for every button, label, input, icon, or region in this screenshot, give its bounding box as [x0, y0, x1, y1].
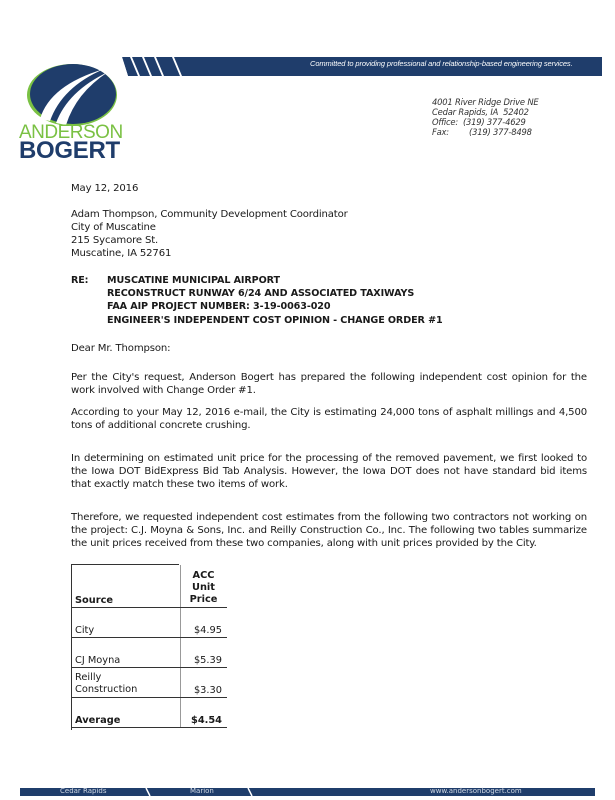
address-fax	[432, 127, 538, 137]
fax-label: Fax:	[432, 127, 449, 137]
average-price: $4.54	[181, 698, 228, 728]
body-paragraph: Therefore, we requested independent cost estimates from the following two contractors not working on the project: C.J. Moyna & Sons, Inc. and Reilly Construction Co., Inc. The following two tables summarize the unit prices received from these two companies, along with unit prices provided by the City.	[71, 512, 587, 549]
body-paragraph: Per the City's request, Anderson Bogert has prepared the following independent cost opinion for the work involved with Change Order #1.	[71, 372, 587, 396]
subject-block	[107, 274, 443, 327]
fax-number: (319) 377-8498	[469, 127, 532, 137]
body-paragraph: In determining on estimated unit price for the processing of the removed pavement, we first looked to the Iowa DOT BidExpress Bid Tab Analysis. However, the Iowa DOT does not have standard bid items that exactly match these two items of work.	[71, 453, 587, 490]
body-paragraph: According to your May 12, 2016 e-mail, the City is estimating 24,000 tons of asphalt millings and 4,500 tons of additional concrete crushing.	[71, 407, 587, 431]
header-unit-price	[181, 565, 228, 608]
recipient-block	[71, 208, 348, 260]
table-row	[71, 668, 227, 698]
price-cell: $3.30	[181, 668, 228, 698]
recipient-street: 215 Sycamore St.	[71, 235, 159, 246]
address-city: Cedar Rapids, IA 52402	[432, 107, 529, 117]
price-cell: $4.95	[181, 608, 228, 638]
price-cell: $5.39	[181, 638, 228, 668]
address-office	[432, 117, 538, 127]
subject-line: ENGINEER'S INDEPENDENT COST OPINION - CHANGE ORDER #1	[107, 314, 443, 326]
source-cell	[71, 668, 181, 698]
header-source: Source	[71, 565, 181, 608]
table-average-row	[71, 698, 227, 728]
subject-line: FAA AIP PROJECT NUMBER: 3-19-0063-020	[107, 301, 331, 313]
recipient-city: Muscatine, IA 52761	[71, 248, 172, 259]
source-cell: CJ Moyna	[71, 638, 181, 668]
footer-website-link[interactable]: www.andersonbogert.com	[430, 787, 522, 795]
salutation: Dear Mr. Thompson:	[71, 343, 171, 354]
header-line: Unit	[192, 582, 215, 593]
average-label: Average	[71, 698, 181, 728]
source-line: Reilly	[75, 672, 102, 683]
company-name-line2: BOGERT	[19, 137, 120, 164]
company-address	[432, 97, 538, 137]
subject-line: MUSCATINE MUNICIPAL AIRPORT	[107, 275, 280, 286]
office-phone: (319) 377-4629	[462, 117, 526, 127]
table-header-row	[71, 565, 227, 608]
company-name-line1: ANDERSON	[19, 122, 123, 143]
subject-line: RECONSTRUCT RUNWAY 6/24 AND ASSOCIATED TAXIWAYS	[107, 288, 415, 300]
recipient-org: City of Muscatine	[71, 222, 156, 233]
address-street: 4001 River Ridge Drive NE	[432, 97, 539, 107]
unit-price-table	[71, 565, 227, 728]
footer-location: Cedar Rapids	[60, 787, 107, 795]
source-line: Construction	[75, 684, 138, 695]
header-line: ACC	[192, 570, 215, 581]
re-label: RE:	[71, 275, 89, 286]
office-label: Office:	[432, 117, 458, 127]
footer-locations	[20, 787, 595, 796]
footer-location: Marion	[190, 787, 214, 795]
letter-date: May 12, 2016	[71, 183, 139, 194]
company-tagline: Committed to providing professional and relationship-based engineering services.	[310, 59, 573, 68]
table-row	[71, 608, 227, 638]
table-row	[71, 638, 227, 668]
source-cell: City	[71, 608, 181, 638]
header-line: Price	[189, 594, 218, 605]
recipient-name: Adam Thompson, Community Development Coordinator	[71, 209, 348, 220]
